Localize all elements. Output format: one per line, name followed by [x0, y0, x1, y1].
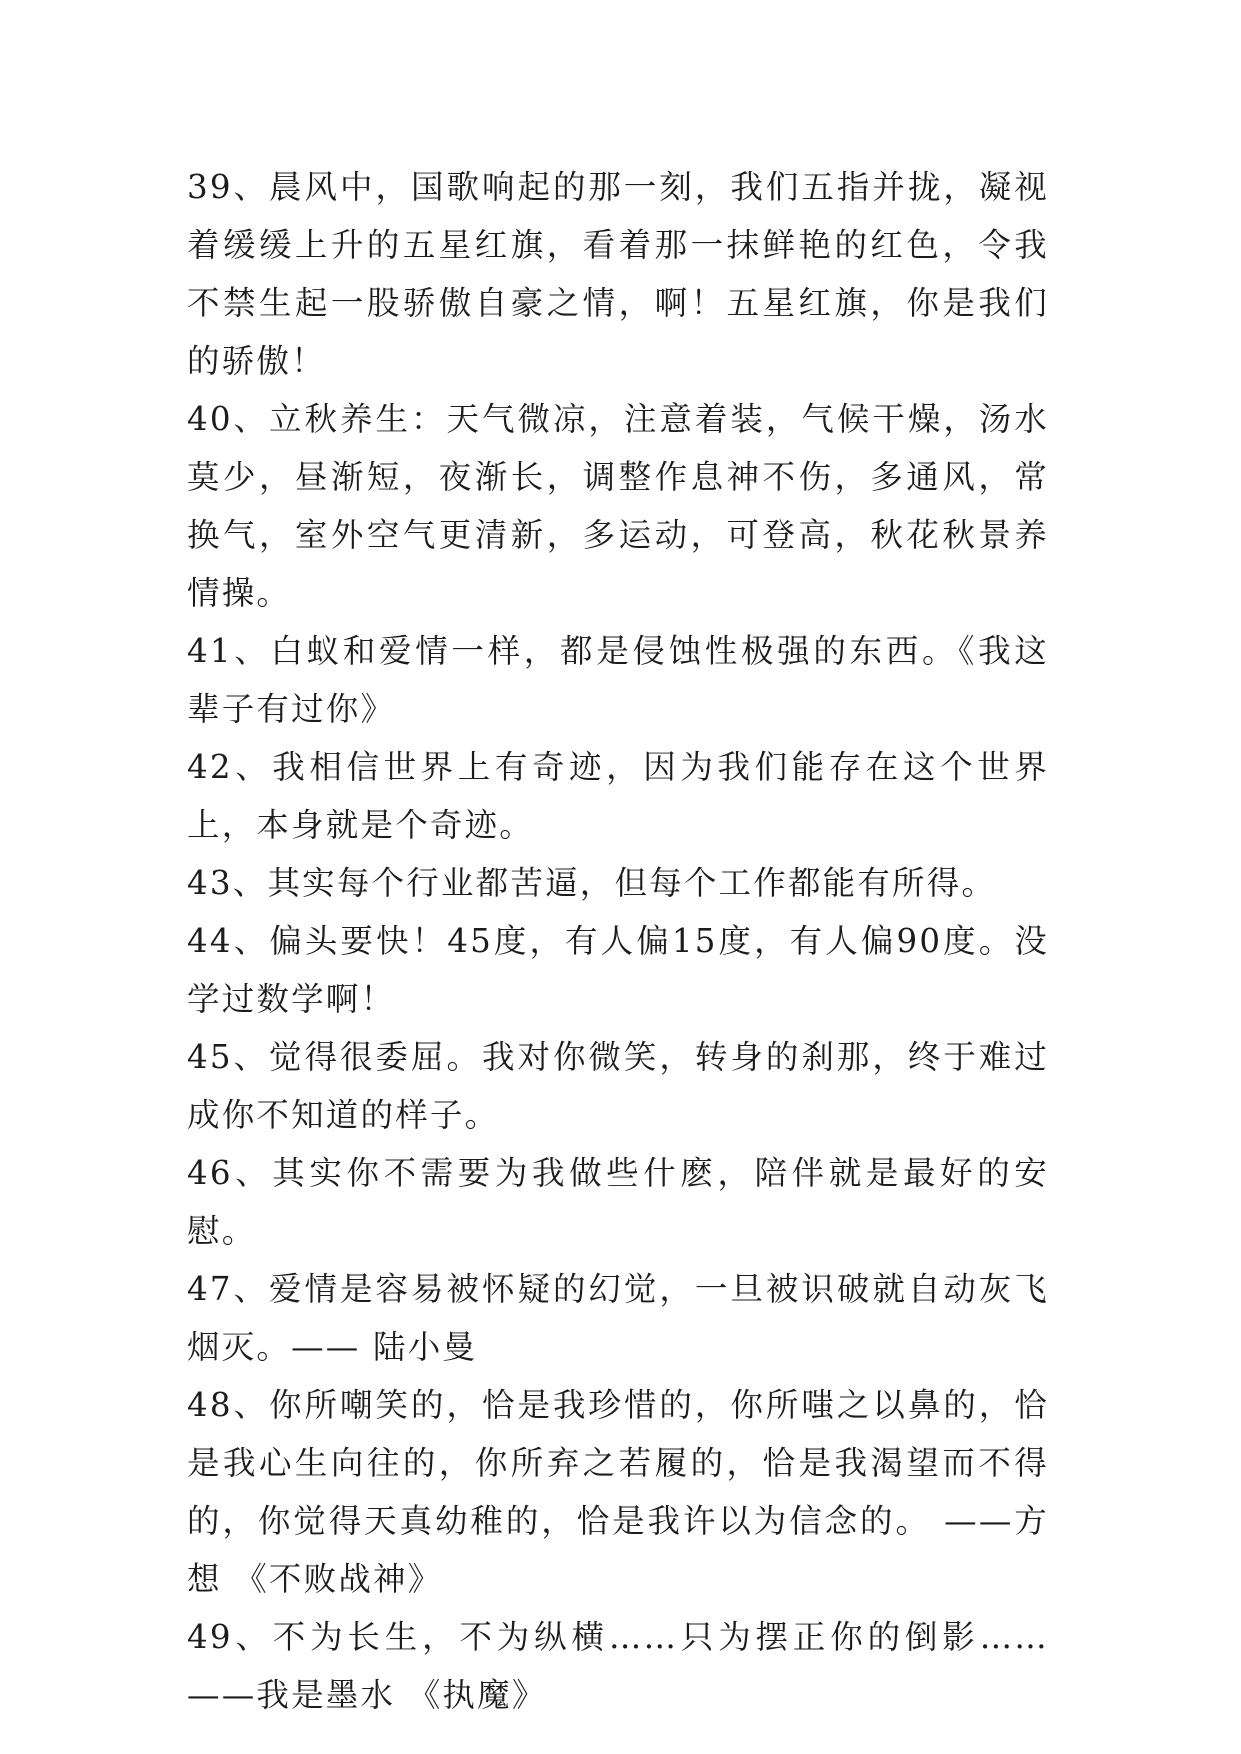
- paragraph-45: 45、觉得很委屈。我对你微笑，转身的刹那，终于难过成你不知道的样子。: [187, 1038, 1049, 1134]
- paragraph-44: 44、偏头要快！45度，有人偏15度，有人偏90度。没学过数学啊！: [187, 922, 1049, 1018]
- paragraph-49: 49、不为长生，不为纵横……只为摆正你的倒影…… ——我是墨水 《执魔》: [187, 1618, 1049, 1714]
- paragraph-39: 39、晨风中，国歌响起的那一刻，我们五指并拢，凝视着缓缓上升的五星红旗，看着那一抹鲜艳的红色，令我不禁生起一股骄傲自豪之情，啊！五星红旗，你是我们的骄傲！: [187, 168, 1049, 380]
- paragraph-40: 40、立秋养生：天气微凉，注意着装，气候干燥，汤水莫少，昼渐短，夜渐长，调整作息神不伤，多通风，常换气，室外空气更清新，多运动，可登高，秋花秋景养情操。: [187, 400, 1049, 612]
- paragraph-42: 42、我相信世界上有奇迹，因为我们能存在这个世界上，本身就是个奇迹。: [187, 748, 1049, 844]
- paragraph-46: 46、其实你不需要为我做些什麽，陪伴就是最好的安慰。: [187, 1154, 1049, 1250]
- document-body: [187, 158, 1049, 1724]
- paragraph-47: 47、爱情是容易被怀疑的幻觉，一旦被识破就自动灰飞烟灭。—— 陆小曼: [187, 1270, 1049, 1366]
- paragraph-41: 41、白蚁和爱情一样，都是侵蚀性极强的东西。《我这辈子有过你》: [187, 632, 1049, 728]
- paragraph-48: 48、你所嘲笑的，恰是我珍惜的，你所嗤之以鼻的，恰是我心生向往的，你所弃之若履的，恰是我渴望而不得的，你觉得天真幼稚的，恰是我许以为信念的。 ——方想 《不败战神》: [187, 1386, 1049, 1598]
- paragraph-43: 43、其实每个行业都苦逼，但每个工作都能有所得。: [187, 864, 997, 902]
